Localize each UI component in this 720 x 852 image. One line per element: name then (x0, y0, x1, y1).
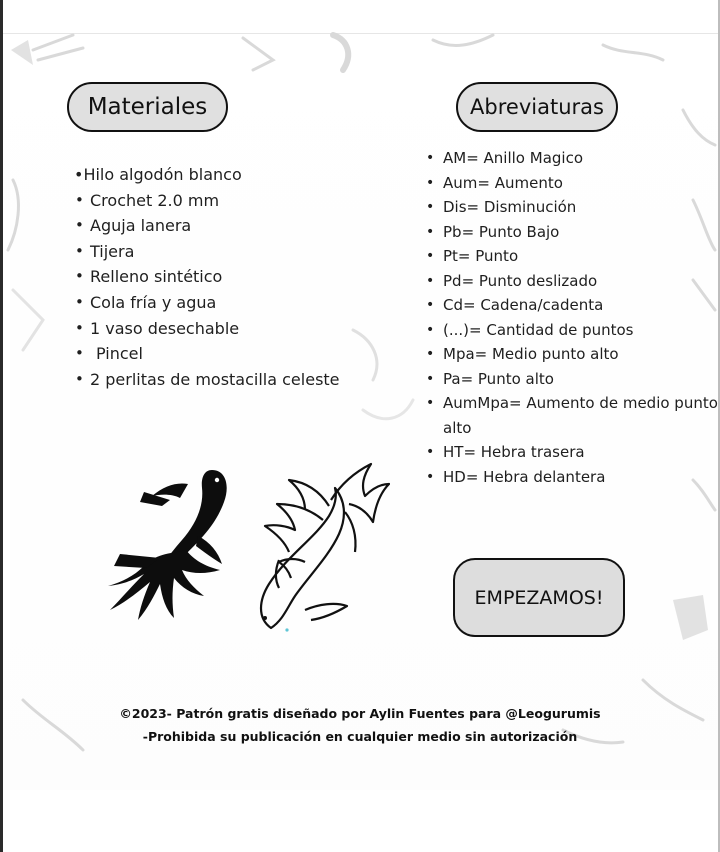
bullet-icon: • (426, 395, 435, 411)
abbreviation-item: • Cd= Cadena/cadenta (426, 293, 718, 318)
material-item: • Tijera (74, 239, 374, 265)
bullet-icon: • (426, 468, 435, 485)
bullet-icon: • (75, 241, 84, 260)
bullet-icon: • (426, 223, 435, 240)
material-item: • 1 vaso desechable (74, 316, 374, 342)
bullet-icon: • (426, 199, 435, 215)
abbreviation-item: • HD= Hebra delantera (426, 465, 718, 490)
bullet-icon: • (426, 444, 435, 460)
material-item: • Pincel (74, 341, 374, 367)
bullet-icon: • (426, 321, 435, 338)
abbreviation-item: • Pa= Punto alto (426, 367, 718, 392)
bullet-icon: • (75, 190, 84, 209)
outline-koi-fish-icon (245, 460, 390, 640)
bottom-margin (3, 790, 718, 852)
abbreviation-item: • Pt= Punto (426, 244, 718, 269)
bullet-icon: • (426, 370, 435, 387)
black-koi-fish-icon (100, 462, 250, 622)
abbreviation-item: • Dis= Disminución (426, 195, 718, 220)
abreviaturas-heading-text: Abreviaturas (470, 95, 604, 119)
abbreviation-item: • Aum= Aumento (426, 171, 718, 196)
bullet-icon: • (75, 318, 84, 337)
bullet-icon: • (426, 272, 435, 289)
empezamos-button-label: EMPEZAMOS! (474, 586, 604, 609)
bullet-icon: • (426, 297, 435, 313)
prohibition-line: -Prohibida su publicación en cualquier medio sin autorización (142, 729, 578, 744)
copyright-line: ©2023- Patrón gratis diseñado por Aylin Fuentes para @Leogurumis (119, 706, 601, 721)
material-item: • 2 perlitas de mostacilla celeste (74, 367, 374, 393)
abbreviation-item: • AM= Anillo Magico (426, 146, 718, 171)
abreviaturas-heading (456, 82, 618, 132)
materiales-heading (67, 82, 228, 132)
bullet-icon: • (426, 248, 435, 264)
bullet-icon: • (75, 267, 84, 286)
abbreviation-item: • Pd= Punto deslizado (426, 269, 718, 294)
bullet-icon: • (426, 346, 435, 362)
abbreviation-item: • HT= Hebra trasera (426, 440, 718, 465)
bullet-icon: • (426, 150, 435, 166)
materiales-heading-text: Materiales (87, 94, 208, 120)
abbreviation-item: • Mpa= Medio punto alto (426, 342, 718, 367)
abbreviation-item: • AumMpa= Aumento de medio punto alto (426, 391, 718, 440)
bullet-icon: • (426, 174, 435, 191)
empezamos-button[interactable] (453, 558, 625, 637)
bullet-icon: • (75, 369, 84, 388)
bullet-icon: • (75, 292, 84, 311)
material-item: • Aguja lanera (74, 213, 374, 239)
abbreviation-item: • Pb= Punto Bajo (426, 220, 718, 245)
bullet-icon: • (75, 344, 84, 363)
material-item: • Cola fría y agua (74, 290, 374, 316)
material-item: • Relleno sintético (74, 264, 374, 290)
material-item: •Hilo algodón blanco (74, 165, 242, 184)
abbreviation-item: • (...)= Cantidad de puntos (426, 318, 718, 343)
bullet-icon: • (75, 216, 84, 235)
abbreviations-list (426, 146, 718, 489)
material-item: • Crochet 2.0 mm (74, 188, 374, 214)
materials-list (74, 162, 374, 392)
